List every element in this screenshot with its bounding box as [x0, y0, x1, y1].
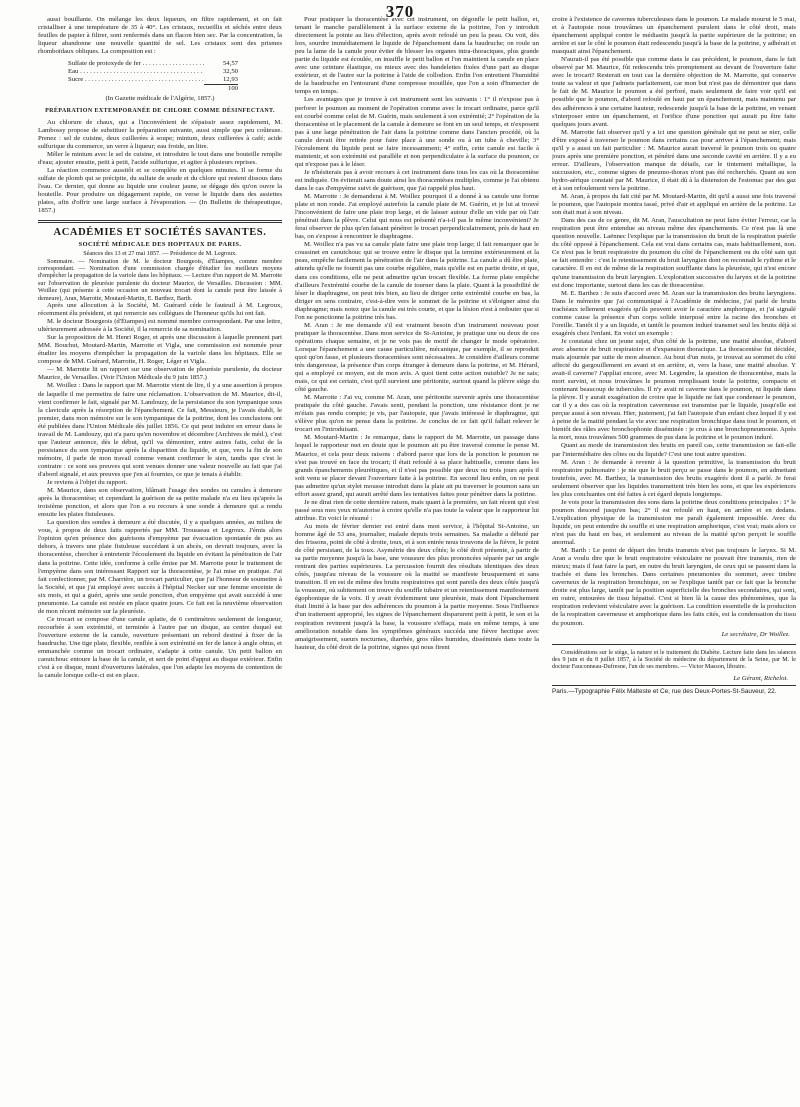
composition-label: Sucre . . .	[68, 76, 204, 85]
paragraph: M. Aran : Je me demande s'il est vraiment besoin d'un instrument nouveau pour pratiquer la thoracentèse. Dans mon service de St-Antoine, je pratique une ou deux de ces opérations chaque semaine, et je ne vois pas de motif de changer le mode opératoire. Lorsque l'épanchement a une cause particulière, mécanique, par exemple, il se reproduit quoi qu'on fasse, et plusieurs thoracentèses sont nécessaires. Je considère d'ailleurs comme très dangereuse, la présence d'un corps étranger à demeure dans la poitrine, et M. Hérard, qui a employé ce moyen, est de mon avis. A quoi tient cette action nuisible? Je ne sais; mais, ce qui est certain, c'est qu'il survient une péritonite, surtout quand la plèvre siège du côté gauche.	[295, 321, 539, 394]
composition-value: 12,93	[204, 76, 238, 85]
paragraph: M. Maurice, dans son observation, blâmait l'usage des sondes ou canules à demeure après la thoracentèse; et cependant la guérison de sa petite malade n'a eu lieu qu'après la troisième ponction, et alors que l'on a eu recours à une sonde à demeure qui a rendu ensuite les plaies fistuleuses.	[38, 487, 282, 519]
paragraph: M. le docteur Bourgeois (d'Étampes) est nommé membre correspondant. Par une lettre, ultérieurement adressée à la Société, il la remercie de sa nomination.	[38, 318, 282, 334]
paragraph: croire à l'existence de cavernes tuberculeuses dans le poumon. Le malade mourut le 5 mai, et à l'autopsie nous trouvâmes un épanchement purulent dans le côté droit, mais épanchement appliqué contre le médiastin jusqu'à la partie supérieure de la poitrine; en arrière et sur le côté le poumon était redescendu jusqu'à la base de la poitrine, y adhérait et masquait ainsi l'épanchement.	[552, 16, 796, 56]
paragraph: M. Marrotte : Je demanderai à M. Woillez pourquoi il a donné à sa canule une forme plate et non ronde. J'ai employé autrefois la canule plate de M. Guérin, et je lui ai trouvé l'inconvénient de faire une plaie trop large, et de laisser autour d'elle un vide par où l'air pénétrait dans la plèvre. Celui qui nous est présenté n'a-t-il pas le même inconvénient? Je ferai observer de plus qu'en faisant pénétrer le trocart perpendiculairement, près de haut en bas, on s'expose à rencontrer le diaphragme.	[295, 193, 539, 241]
paragraph: Dans des cas de ce genre, dit M. Aran, l'auscultation ne peut faire éviter l'erreur, car la respiration peut être entendue au niveau même des épanchements. Ce n'est pas là une question nouvelle. Laënnec l'explique par la transmission du bruit de la respiration puérile du côté opposé à l'épanchement. Cela est vrai dans certains cas, mais habituellement, non. Ce n'est pas le bruit respiratoire du poumon du côté de l'épanchement ou du côté sain qui se fait entendre : c'est le retentissement du bruit laryngien dont on reconnaît le rythme et le caractère. Il en est de même de la respiration soufflante dans la pleurésie, qui n'est encore qu'une transmission du bruit laryngien. L'exploration successive du larynx et de la poitrine est donc importante, surtout dans les cas de thoracentèse.	[552, 217, 796, 289]
paragraph: Ce trocart se compose d'une canule aplatie, de 6 centimètres seulement de longueur, recourbée à son extrémité, et terminée à l'autre par un disque, au centre duquel est l'ouverture externe de la canule, ouverture présentant un rebord destiné à fixer de la baudruche. Une tige plate, flexible, renflée à son extrémité en fer de lance à angle obtus, et emmanchée comme un trocart ordinaire, s'adapte à cette canule. Un petit ballon en caoutchouc entoure la base de la canule, et sert de point d'appui au disque extérieur. Enfin c'est à ce disque, muni d'ouvertures latérales, que l'on adapte les moyens de contention de la canule lorsque celle-ci est en place.	[38, 615, 282, 680]
paragraph: Je reviens à l'objet du rapport.	[47, 479, 128, 487]
paragraph: Je n'hésiterais pas à avoir recours à cet instrument dans tous les cas où la thoracentèse est indiquée. On éviterait sans doute ainsi les thoracentèses multiples, comme je l'ai obtenu dans le cas d'empyème suivi de guérison, que j'ai rappelé plus haut.	[295, 168, 539, 192]
composition-value: 54,57	[222, 60, 238, 68]
society-heading: SOCIÉTÉ MÉDICALE DES HOPITAUX DE PARIS.	[78, 241, 242, 249]
paragraph: Quant au mode de transmission des bruits en pareil cas, cette transmission se fait-elle par l'intermédiaire des côtes ou du liquide? C'est une tout autre question.	[552, 442, 796, 458]
section-heading-preparation: PRÉPARATION EXTEMPORANÉE DE CHLORE COMME DÉSINFECTANT.	[45, 108, 275, 115]
composition-row	[68, 68, 238, 76]
composition-label: Eau . . .	[68, 68, 204, 76]
paragraph: M. Aran : Je demande à revenir à la question primitive, la transmission du bruit respiratoire pulmonaire : je nie que le bruit perçu se passe dans le poumon, en admettant toutefois, avec M. Barthez, la transmission des bruits exagérés dont il a parlé. Je ferai seulement observer que les liquides transmettent très bien les sons, et que les expériences les plus concluantes ont été faites à cet égard depuis longtemps.	[552, 458, 796, 498]
page-number: 370	[385, 2, 415, 21]
section-divider	[38, 220, 282, 223]
paragraph: M. Barth : Le point de départ des bruits transmis n'est pas toujours le larynx. Si M. Aran a voulu dire que le bruit respiratoire vésiculaire ne pouvait être transmis, rien de mieux; mais il faut faire la part, en outre du bruit laryngien, de ceux qui se passent dans la trachée et dans les bronches. Dans certaines pneumonies du sommet, avec timbre caverneux de la respiration bronchique, on se l'explique tantôt par ce fait que la bronche droite est plus large, tantôt par la position superficielle des bronches secondaires, qui sont, en outre, entourées de tissu hépatisé. C'est si bien là la cause des phénomènes, que la respiration redevient vésiculaire avec la guérison. La condition essentielle de la production de la respiration caverneuse et amphorique dans les faits cités, est la condensation du tissu du poumon.	[552, 547, 796, 627]
publication-notice: Considérations sur le siège, la nature et le traitement du Diabète. Lecture faite dans les séances des 9 juin et du 8 juillet 1857, à la Société de médecine du département de la Seine, par M. le docteur Fauconneau-Dufresne, l'un de ses membres. — Victor Masson, libraire.	[552, 649, 796, 671]
paragraph: Au chlorure de chaux, qui a l'inconvénient de s'épaissir assez rapidement, M. Lambossy propose de substituer la préparation suivante, aussi simple que peu coûteuse. Prenez : sel de cuisine, deux cuillerées à soupe; minium, deux cuillerées à café; acide sulfurique du commerce, un verre à liqueur; eau froide, un litre.	[38, 118, 282, 150]
paragraph: Je ne dirai rien de cette dernière raison, mais quant à la première, un fait récent qui s'est passé sous mes yeux m'autorise à croire qu'elle n'a pas toute la valeur que le rapporteur lui attribue. En voici le résumé :	[295, 498, 539, 522]
paragraph: M. Woillez n'a pas vu sa canule plate faire une plaie trop large; il fait remarquer que le coussinet en caoutchouc qui se trouve entre le disque qui la termine extérieurement et la peau, empêche facilement la pénétration de l'air dans la poitrine. La canule a dû être plate, attendu qu'elle ne fournit pas une courbe régulière, mais qu'elle est en partie droite, et que, dans ces conditions, elle ne peut admettre qu'un trocart flexible. La forme plate empêche d'ailleurs l'extrémité courbe de la canule de tourner dans la plaie. Quant à la possibilité de léser le diaphragme, on peut très bien, au lieu de diriger cette extrémité courbe en bas, la diriger en sens contraire, c'est-à-dire vers le sommet de la poitrine et s'éloigner ainsi du diaphragme; mais notez que la canule est très courte, et que la lésion n'est à redouter que si l'on ne ponctionne la poitrine très bas.	[295, 241, 539, 321]
divider	[552, 644, 796, 645]
paragraph: La question des sondes à demeure a été discutée, il y a quelques années, au milieu de vous, à propos de deux faits rapportés par MM. Trousseau et Legroux. J'émis alors l'opinion qu'en présence des guérisons d'empyème par évacuation spontanée de pus au dehors, à travers une plaie fistuleuse succédant à un abcès, on devrait toujours, avec la thoracentèse, chercher à entretenir l'écoulement du liquide en évitant la pénétration de l'air dans la poitrine. Cette idée, conforme à celle émise par M. Marrotte pour le traitement de l'empyème dans son intéressant Rapport sur la thoracentèse, je l'ai mise en pratique. J'ai fait confectionner, par M. Charrière, un trocart particulier, que j'ai l'honneur de soumettre à la Société, et que j'ai employé avec succès à l'hôpital Necker sur une femme enceinte de six mois, et qui a guéri, après une seule ponction, d'un empyème qui avait succédé à une pneumonie. La canule est restée en place quatre jours. Ce fait est la neuvième observation de mon récent mémoire sur la pleurésie.	[38, 519, 282, 615]
composition-row	[68, 76, 238, 85]
paragraph: M. Aran, à propos du fait cité par M. Moutard-Martin, dit qu'il a aussi une fois traversé le poumon, que l'autopsie montra tassé, privé d'air et appliqué en arrière de la poitrine. Le son était mat à son niveau.	[552, 193, 796, 217]
column-left	[38, 16, 282, 1102]
paragraph: M. E. Barthez : Je suis d'accord avec M. Aran sur la transmission des bruits laryngiens. Dans le mémoire que j'ai communiqué à l'Académie de médecine, j'ai parlé de bruits trachéaux tellement exagérés qu'ils peuvent avoir le caractère amphorique, et j'ai signalé comme cause la présence d'un corps solide interposé entre la racine des bronches et l'oreille. Tantôt il y a un liquide, et tantôt le poumon induré transmet seul les bruits déjà si exagérés chez l'enfant. En voici un exemple :	[552, 289, 796, 337]
gerant-signature: Le Gérant, Richelot.	[733, 674, 788, 682]
composition-total: 100	[227, 85, 238, 93]
secretary-signature: Le secrétaire, Dr Woillez.	[721, 630, 790, 638]
paragraph: M. Moutard-Martin : Je remarque, dans le rapport de M. Marrotte, un passage dans lequel le rapporteur met en doute que le poumon ait pu être traversé comme le pense M. Maurice, et cela pour deux raisons : d'abord parce que lors de la ponction le poumon ne s'est pas trouvé en face du trocart; il était refoulé à sa place habituelle, comme dans les grands épanchements pleurétiques, et il n'est pas possible que deux ou trois jours après il soit venu se placer devant l'ouverture faite à la poitrine. En second lieu enfin, on ne peut pas admettre qu'un stylet mousse introduit dans la plaie ait pu traverser le poumon sans un effort assez grand, qui aurait arrêté dans les tentatives faites pour pénétrer dans la poitrine.	[295, 434, 539, 498]
paragraph: La réaction commence aussitôt et se complète en quelques minutes. Il se forme du sulfate de plomb qui se précipite, du sulfate de soude et du chlore qui restent dissous dans l'eau. Ce dernier, qui donne au liquide une couleur jaune, se dégage dès qu'on ouvre la bouteille. Pour produire un dégagement rapide, on verse le liquide dans des assiettes plates, afin d'offrir une large surface à l'évaporation. — (In Bulletin de thérapeutique, 1857.)	[38, 166, 282, 215]
column-middle	[295, 16, 539, 1102]
paragraph: Pour pratiquer la thoracentèse avec cet instrument, on dégonfle le petit ballon, et, tenant le manche parallèlement à la surface externe de la poitrine, l'on y introduit directement la pointe au lieu d'élection, après avoir refoulé un peu la peau. Ou voit, dès lors, sourdre immédiatement le liquide de l'épanchement dans la baudruche; on roule un peu la lame de la canule pour éviter de blesser les organes intra-thoraciques, plus grande partie du liquide est écoulée, on insuffle le petit ballon et l'on maintient la canule en place avec une ceinture élastique, ou mieux avec des bandelettes fixées d'une part au disque extérieur, et de l'autre sur la poitrine à l'aide de collodion. Enfin l'on entretient l'humidité de la baudruche en l'entourant d'une compresse mouillée, que l'on a soin d'humecter de temps en temps.	[295, 16, 539, 96]
paragraph: M. Woillez : Dans le rapport que M. Marrotte vient de lire, il y a une assertion à propos de laquelle il me permettra de faire une réclamation. L'observation de M. Maurice, dit-il, vient confirmer le fait, signalé par M. Landouzy, de la persistance du son tympanique sous la clavicule après la résorption de l'épanchement. Ce fait, Messieurs, je l'avais établi, le premier, dans mon mémoire sur le son tympanique de la poitrine, dont les conclusions ont été publiées dans l'Union Médicale dès juillet 1856. Ce qui peut induire en erreur dans le travail de M. Landouzy, qui n'a paru qu'en novembre et décembre (Archives de méd.), c'est que l'auteur annonce, dès le début, qu'il va démontrer, entre autres faits, celui de la persistance du son tympanique après la disparition du liquide, et que, vers la fin de son mémoire, il parle de mon travail comme venant confirmer le sien, tandis que c'est le contraire : ce sont ses preuves qui sont venues donner une valeur nouvelle au fait que j'ai d'abord signalé, et aux preuves que j'en ai fournies, ce que je tenais à établir.	[38, 382, 282, 478]
section-heading-academies: ACADÉMIES ET SOCIÉTÉS SAVANTES.	[53, 227, 267, 239]
source-citation: (In Gazette médicale de l'Algérie, 1857.)	[105, 95, 215, 103]
printer-imprint: Paris.—Typographie Félix Malteste et Ce, rue des Deux-Portes-St-Sauveur, 22.	[552, 685, 796, 696]
composition-value: 32,50	[222, 68, 238, 76]
paragraph: Les avantages que je trouve à cet instrument sont les suivants : 1° il n'expose pas à perforer le poumon au moment de l'opération comme avec le trocart ordinaire, parce qu'il est courbé comme celui de M. Guérin, mais seulement à son extrémité; 2° l'opération de la thoracentèse et le placement de la canule à demeure se font en un seul temps, et n'exposent pas à une large pénétration de l'air dans la poitrine comme dans l'ancien procédé, où la canule devait être retirée pour faire place à une sonde ou à un tube à cheville; 3° l'écoulement du liquide peut se faire incessamment; 4° enfin, cette canule est facile à maintenir, et son extrémité est parallèle et non perpendiculaire à la surface du poumon, ce qui n'expose pas à le léser.	[295, 96, 539, 168]
composition-table	[68, 60, 238, 93]
paragraph: M. Marrotte : J'ai vu, comme M. Aran, une péritonite survenir après une thoracentèse pratiquée du côté gauche. J'avais senti, pendant la ponction, une résistance dont je ne m'étais pas rendu compte; je vis, par l'autopsie, que j'avais intéressé le diaphragme, qui s'élève plus qu'on ne pense dans la poitrine. Je conclus de ce fait qu'il fallait relever le trocart en l'introduisant.	[295, 394, 539, 434]
paragraph: Sur la proposition de M. Henri Roger, et après une discussion à laquelle prennent part MM. Bouchut, Moutard-Martin, Marrotte et Vigla, une commission est nommée pour étudier les moyens d'empêcher la propagation de la variole dans les hôpitaux. Elle se compose de MM. Guérard, Marrotte, H. Roger, Léger et Vigla.	[38, 334, 282, 366]
paragraph: M. Marrotte fait observer qu'il y a ici une question générale qui ne peut se nier, celle d'être exposé à traverser le poumon dans certains cas pour arriver à l'épanchement; mais qu'il y a aussi un fait particulier : M. Maurice aurait traversé le poumon trois ou quatre jours après une première ponction, et pénétré dans une seconde cavité en arrière. Il y a eu erreur. D'ailleurs, l'observation manque de détails, car le tintement métallique, la succussion, etc., comme signes de pneumo-thorax n'ont pas été recherchés. Quant au son hydro-aérique constaté par M. Maurice, il était dû à la distension de l'estomac par des gaz et à son refoulement vers la poitrine.	[552, 128, 796, 192]
summary: Sommaire. — Nomination de M. le docteur Bourgeois, d'Étampes, comme membre correspondant. — Nomination d'une commission chargée d'étudier les meilleurs moyens d'empêcher la propagation de la variole dans les hôpitaux. — Lecture d'un rapport de M. Marrotte sur l'observation de pleurésie purulente du docteur Maurice, de Versailles. Discussion : MM. Woillez (qui présente à cette occasion un nouveau trocart dont la canule peut être laissée à demeure), Aran, Marrotte, Moutard-Martin, E. Barthez, Barth.	[38, 257, 282, 302]
paragraph: Au mois de février dernier est entré dans mon service, à l'hôpital St-Antoine, un homme âgé de 53 ans, journalier, malade depuis trois semaines. Sa maladie a débuté par des frissons, point de côté à droite, toux, et à son entrée nous trouvons de la fièvre, le point de côté persistant, de la toux. Asymétrie des deux côtés; le côté droit présente, à partir de sa partie moyenne jusqu'à la base, une voussure des plus prononcées séparée par un angle rentrant des parties supérieures. La percussion fournit des résultats identiques des deux côtés, jusqu'au niveau de la voussure où la matité se manifeste brusquement et sans transition. Il en est de même des bruits respiratoires qui sont pareils des deux côtés jusqu'à la voussure, où subitement on trouve du souffle tubaire et un retentissement manifestement égophonique de la voix. Il y avait évidemment une pleurésie, mais dont l'épanchement était limité à la base par des adhérences du poumon à la partie moyenne. Sous l'influence d'un traitement approprié, les signes de l'épanchement disparurent petit à petit, le son et la respiration revinrent jusqu'à la base, la voussure s'effaça, mais en même temps, à une amélioration notable dans les symptômes généraux succéda une fièvre hectique avec amaigrissement, sueurs nocturnes, diarrhée, gros râles humides, disséminés dans toute la hauteur, du côté droit de la poitrine, signes qui nous firent	[295, 522, 539, 651]
paragraph: Je vois pour la transmission des sons dans la poitrine deux conditions principales : 1° le poumon descend jusqu'en bas; 2° il est refoulé en haut, en arrière et en dedans. L'explication physique de la transmission me paraît également impossible. Avec du liquide, on peut entendre du souffle et une respiration amphorique, c'est vrai; mais alors ce n'est pas du haut en bas, et seulement au niveau de la matité qu'on perçoit le souffle anormal.	[552, 498, 796, 547]
paragraph: Après une allocution à la Société, M. Guérard cède le fauteuil à M. Legroux, récemment élu président, et qui remercie ses collègues de l'honneur qu'ils lui ont fait.	[38, 302, 282, 318]
session-dates: Séances des 13 et 27 mai 1857. — Présidence de M. Legroux.	[83, 250, 237, 258]
composition-row	[68, 60, 238, 68]
paragraph: Mêler le minium avec le sel de cuisine, et introduire le tout dans une bouteille remplie d'eau; ajouter ensuite, petit à petit, l'acide sulfurique, et agiter à plusieurs reprises.	[38, 150, 282, 166]
column-right	[552, 16, 796, 1102]
paragraph: — M. Marrotte lit un rapport sur une observation de pleurésie purulente, du docteur Maurice, de Versailles. (Voir l'Union Médicale du 9 juin 1857.)	[38, 366, 282, 382]
paragraph: aussi bouillante. On mélange les deux liqueurs, on filtre rapidement, et on fait cristalliser à une température de 35 à 40°. Les cristaux, recueillis et séchés entre deux feuilles de papier à filtrer, sont renfermés dans un flacon bien sec. Par la concentration, la liqueur abandonne une nouvelle quantité de sel. Les cristaux sont des prismes rhomboïdaux obliques. La composition est :	[38, 16, 282, 56]
paragraph: Je constatai chez un jeune sujet, d'un côté de la poitrine, une matité absolue, d'abord avec absence de bruit respiratoire et d'expansion thoracique. La thoracentèse fut décidée, mais ajournée par suite de mon absence. Au bout d'un mois, je trouvai au sommet du côté affecté du gargouillement en avant et en arrière, et, vers la base, une matité absolue. Y avait-il caverne? J'appliai encore, avec M. Legendre, la question de thoracentèse, mais la mort survint, et nous trouvâmes le poumon remplissant toute la poitrine, compacte et contenant beaucoup de tubercules. Il n'y avait ni caverne dans le poumon, ni liquide dans la plèvre. Il y aurait exagération de croire que le liquide ne fait que condenser le poumon, car il y a des cas où la respiration caverneuse est transmise par le liquide, jusqu'elle est perçue aussi à son niveau. Hier, justement, j'ai fait l'autopsie d'un enfant chez lequel il y est à peine de la matité pendant la vie avec une respiration bronchique dans tout le poumon, et bientôt des râles avec bronchophonie disséminée : je crus à une bronchopneumonie. Après la mort, nous trouvâmes 500 grammes de pus dans la poitrine et le poumon induré.	[552, 337, 796, 442]
paragraph: N'aurait-il pas été possible que comme dans le cas précédent, le poumon, dans le fait observé par M. Maurice, fût redescendu très promptement au devant de l'ouverture faite avec le trocart? Resterait en tout cas la dernière objection de M. Marrotte, qui conserve toute sa valeur et que j'admets parfaitement, car mon but n'est pas de démontrer que dans le fait de M. Maurice le poumon a été perforé, mais seulement de faire voir qu'il est possible que le poumon, d'abord refoulé en haut par un épanchement, mais maintenu par des adhérences à une certaine hauteur, redescende jusqu'à la base de la poitrine, en venant s'interposer entre un épanchement, et l'orifice d'une ponction qui aurait pu être faite quelques jours avant.	[552, 56, 796, 128]
composition-label: Sulfate de protoxyde de fer . . .	[68, 60, 204, 68]
